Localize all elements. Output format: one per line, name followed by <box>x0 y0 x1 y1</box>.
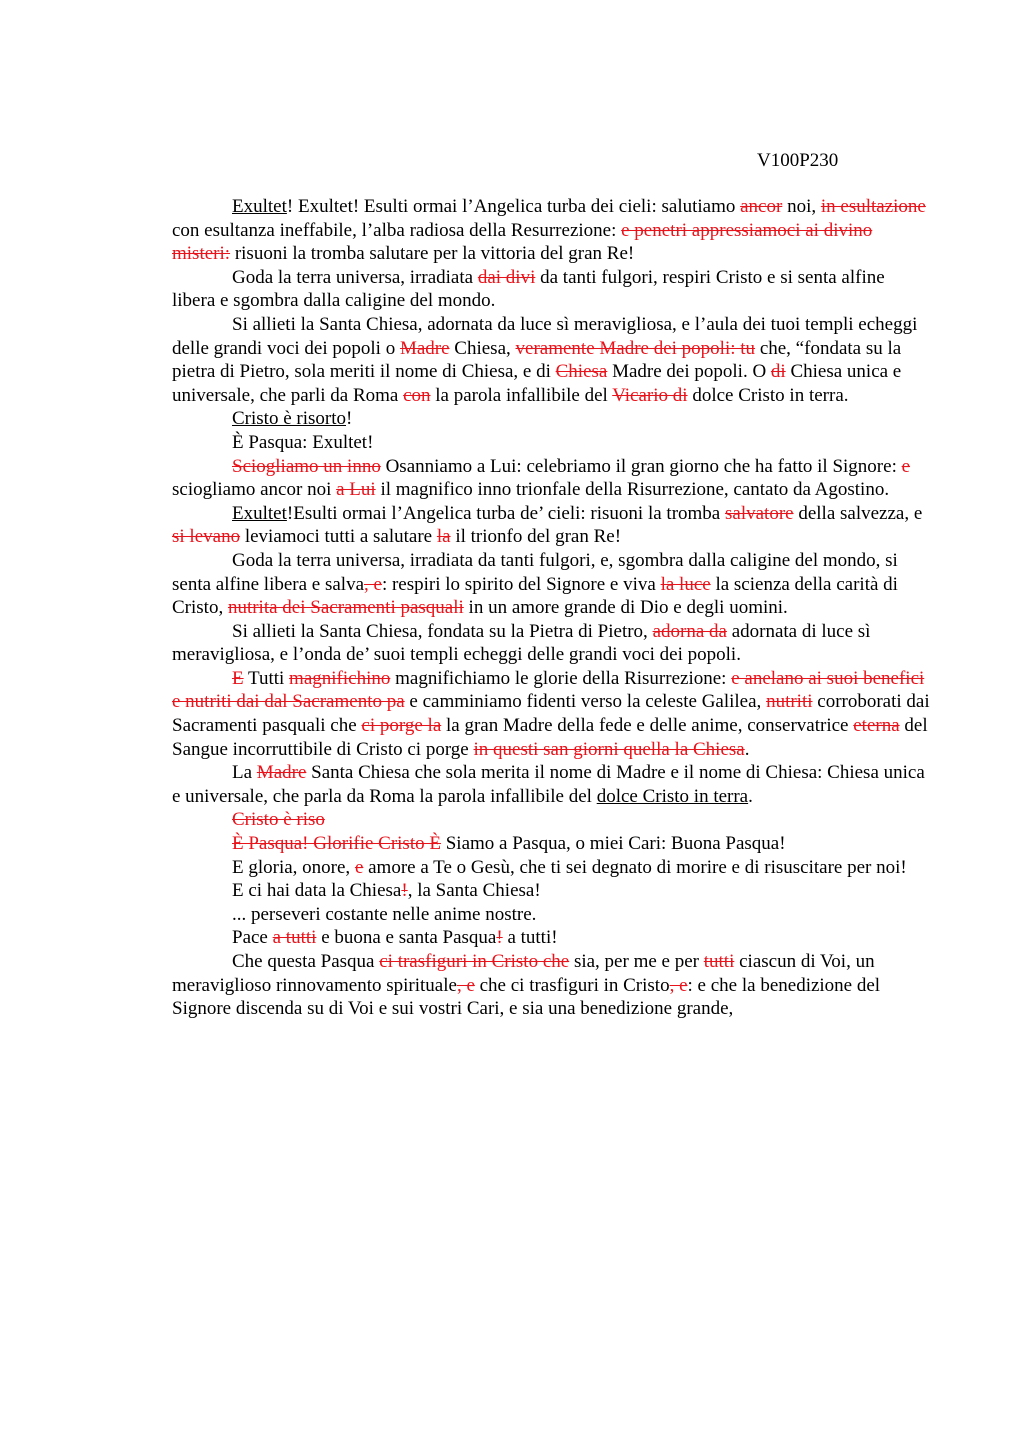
text-run: Si allieti la Santa Chiesa, fondata su la Pietra di Pietro, <box>232 620 653 642</box>
deleted-text: la <box>436 526 451 548</box>
text-run: sia, per me e per <box>569 951 704 972</box>
paragraph <box>172 266 932 313</box>
underlined-text: Exultet <box>232 502 287 524</box>
deleted-text: veramente Madre dei popoli: tu <box>515 337 756 359</box>
deleted-text: Chiesa <box>555 361 608 383</box>
deleted-text: ci trasfiguri in Cristo che <box>379 951 570 972</box>
paragraph <box>172 667 932 761</box>
text-run: la scienza della carità di Cristo, <box>172 573 898 619</box>
page-reference: V100P230 <box>757 150 839 171</box>
text-run: e buona e santa Pasqua <box>316 927 497 949</box>
underlined-text: Cristo è risorto <box>232 408 346 430</box>
text-run: E gloria, onore, <box>232 856 355 878</box>
text-run: Chiesa unica e universale, che parli da Roma <box>172 361 902 406</box>
deleted-text: Madre <box>256 762 307 784</box>
text-run: ! <box>346 408 353 430</box>
text-run: Chiesa, <box>449 337 516 359</box>
deleted-text: nutriti <box>766 691 813 713</box>
deleted-text: a Lui <box>336 479 376 501</box>
deleted-text: e anelano ai suoi benefici e nutriti dai dal Sacramento pa <box>172 667 925 713</box>
deleted-text: , e <box>669 974 688 996</box>
underlined-text: dolce Cristo in terra <box>596 785 749 807</box>
text-run: e camminiamo fidenti verso la celeste Galilea, <box>404 691 767 713</box>
text-run: E ci hai data la Chiesa <box>232 880 402 902</box>
text-run: noi, <box>782 196 821 217</box>
paragraph <box>172 879 932 903</box>
text-run: Tutti <box>243 667 290 689</box>
deleted-text: Cristo è riso <box>232 809 325 831</box>
text-run: il magnifico inno trionfale della Risurrezione, cantato da Agostino. <box>375 479 890 501</box>
deleted-text: con <box>403 384 431 406</box>
deleted-text: di <box>770 361 786 383</box>
paragraph <box>172 195 932 266</box>
underlined-text: Exultet <box>232 196 287 217</box>
deleted-text: in questi san giorni quella la Chiesa <box>473 738 745 760</box>
text-run: la gran Madre della fede e delle anime, conservatrice <box>441 715 854 737</box>
paragraph <box>172 950 932 1021</box>
text-run: ! Exultet! Esulti ormai l’Angelica turba dei cieli: salutiamo <box>286 196 741 217</box>
deleted-text: ci porge la <box>361 715 442 737</box>
text-run: Che questa Pasqua <box>232 951 380 972</box>
text-run: con esultanza ineffabile, l’alba radiosa della Resurrezione: <box>172 219 622 241</box>
text-run: che, “fondata su la pietra di Pietro, sola meriti il nome di Chiesa, e di <box>172 337 902 383</box>
text-run: Osanniamo a Lui: celebriamo il gran giorno che ha fatto il Signore: <box>380 455 902 477</box>
deleted-text: salvatore <box>725 502 794 524</box>
text-run: che ci trasfiguri in Cristo <box>474 974 670 996</box>
text-run: : respiri lo spirito del Signore e viva <box>381 573 661 595</box>
deleted-text: e <box>354 856 364 878</box>
deleted-text: e penetri appressiamoci ai divino misteri: <box>172 219 873 265</box>
paragraph <box>172 502 932 549</box>
text-run: del Sangue incorruttibile di Cristo ci porge <box>172 715 928 760</box>
text-run: adornata di luce sì meravigliosa, e l’onda de’ suoi templi echeggi delle grandi voci dei popoli. <box>172 620 871 666</box>
text-run: Madre dei popoli. O <box>607 361 771 383</box>
paragraph <box>172 620 932 667</box>
text-run: corroborati dai Sacramenti pasquali che <box>172 691 930 737</box>
document-body <box>172 195 932 1021</box>
text-run: : e che la benedizione del Signore discenda su di Voi e sui vostri Cari, e sia una benedizione grande, <box>172 974 881 1020</box>
paragraph <box>172 808 932 832</box>
deleted-text: magnifichino <box>289 667 391 689</box>
text-run: leviamoci tutti a salutare <box>240 526 437 548</box>
text-run: ciascun di Voi, un meraviglioso rinnovamento spirituale <box>172 951 875 996</box>
text-run: magnifichiamo le glorie della Risurrezione: <box>390 667 732 689</box>
deleted-text: Madre <box>399 337 450 359</box>
paragraph <box>172 761 932 808</box>
text-run: È Pasqua: Exultet! <box>232 431 374 453</box>
paragraph <box>172 407 932 431</box>
deleted-text: ancor <box>740 196 783 217</box>
deleted-text: , e <box>456 974 475 996</box>
deleted-text: nutrita dei Sacramenti pasquali <box>227 597 464 619</box>
text-run: il trionfo del gran Re! <box>450 526 622 548</box>
text-run: Siamo a Pasqua, o miei Cari: Buona Pasqua! <box>440 833 786 855</box>
text-run: La <box>232 762 257 784</box>
paragraph <box>172 903 932 927</box>
deleted-text: È Pasqua! Glorifie Cristo È <box>232 833 441 855</box>
text-run: da tanti fulgori, respiri Cristo e si senta alfine libera e sgombra dalla caligine del mondo. <box>172 266 885 312</box>
text-run: Pace <box>232 927 273 949</box>
text-run: Santa Chiesa che sola merita il nome di Madre e il nome di Chiesa: Chiesa unica e universale, che parla da Roma la parola infallibile del <box>172 762 925 807</box>
text-run: . <box>748 785 753 807</box>
deleted-text: Vicario di <box>612 384 688 406</box>
text-run: !Esulti ormai l’Angelica turba de’ cieli: risuoni la tromba <box>286 502 725 524</box>
paragraph <box>172 856 932 880</box>
paragraph <box>172 455 932 502</box>
text-run: . <box>744 738 750 760</box>
text-run: in un amore grande di Dio e degli uomini. <box>463 597 788 619</box>
text-run: risuoni la tromba salutare per la vittoria del gran Re! <box>230 243 635 265</box>
paragraph <box>172 832 932 856</box>
deleted-text: si levano <box>172 526 241 548</box>
text-run: , la Santa Chiesa! <box>407 880 541 902</box>
deleted-text: E <box>232 667 244 689</box>
text-run: ... perseveri costante nelle anime nostre. <box>232 903 537 925</box>
text-run: amore a Te o Gesù, che ti sei degnato di morire e di risuscitare per noi! <box>363 856 907 878</box>
paragraph <box>172 549 932 620</box>
deleted-text: in esultazione <box>820 196 926 217</box>
deleted-text: la luce <box>660 573 711 595</box>
text-run: dolce Cristo in terra. <box>687 384 849 406</box>
text-run: la parola infallibile del <box>430 384 613 406</box>
deleted-text: tutti <box>703 951 735 972</box>
deleted-text: a tutti <box>272 927 317 949</box>
text-run: Goda la terra universa, irradiata da tanti fulgori, e, sgombra dalla caligine del mondo, si senta alfine libera e salva <box>172 549 898 595</box>
text-run: Si allieti la Santa Chiesa, adornata da luce sì meravigliosa, e l’aula dei tuoi templi echeggi delle grandi voci dei popoli o <box>172 313 918 359</box>
deleted-text: Sciogliamo un inno <box>232 455 381 477</box>
text-run: a tutti! <box>502 927 558 949</box>
deleted-text: ! <box>401 880 408 902</box>
deleted-text: eterna <box>853 715 900 737</box>
deleted-text: adorna da <box>652 620 727 642</box>
paragraph <box>172 313 932 407</box>
text-run: sciogliamo ancor noi <box>172 479 337 501</box>
deleted-text: dai divi <box>477 266 536 288</box>
paragraph <box>172 431 932 455</box>
text-run: Goda la terra universa, irradiata <box>232 266 478 288</box>
paragraph <box>172 926 932 950</box>
text-run: della salvezza, e <box>793 502 923 524</box>
deleted-text: , e <box>364 573 382 595</box>
deleted-text: ! <box>496 927 503 949</box>
deleted-text: e <box>901 455 911 477</box>
